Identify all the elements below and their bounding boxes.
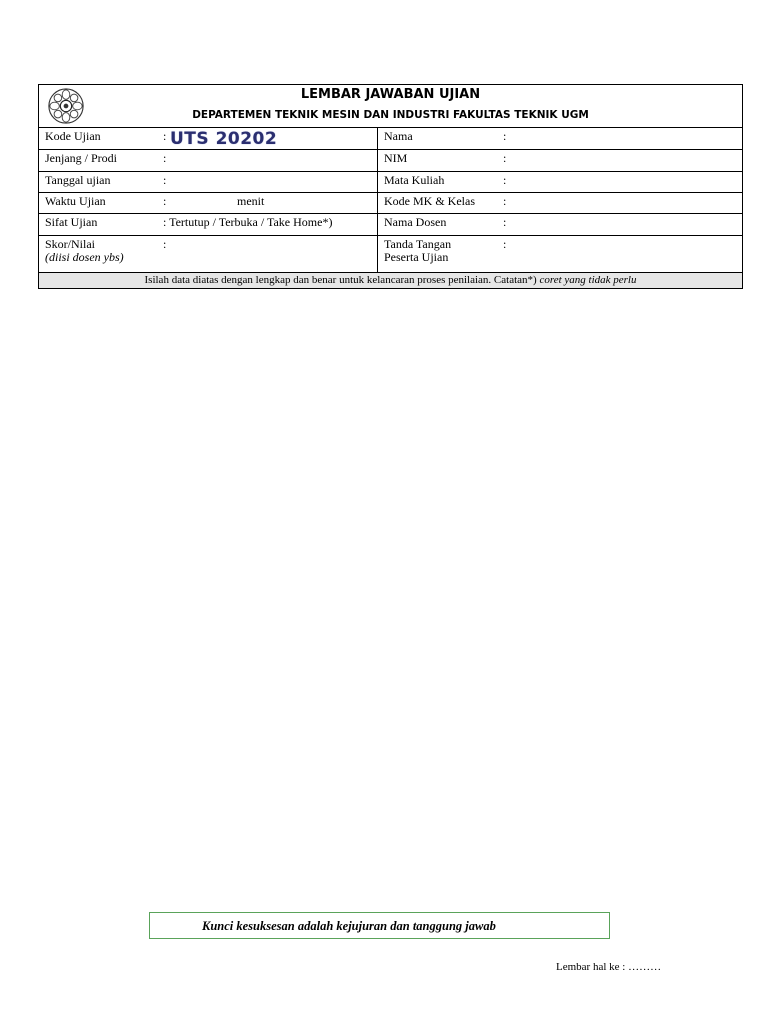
field-colon: : [163, 173, 167, 187]
field-label: Skor/Nilai [45, 237, 95, 251]
sifat-ujian-field[interactable] [39, 214, 378, 235]
page-number-label: Lembar hal ke : ……… [556, 961, 662, 973]
field-colon: : [503, 129, 507, 143]
kode-ujian-field[interactable] [39, 128, 378, 149]
form-row [39, 214, 742, 236]
field-colon: : [503, 194, 507, 208]
field-colon: : [503, 215, 507, 229]
field-label: Waktu Ujian [45, 194, 106, 208]
field-label-line2: Peserta Ujian [384, 250, 449, 264]
field-colon: : [163, 129, 167, 143]
nama-dosen-field[interactable] [378, 214, 742, 235]
field-label: Kode Ujian [45, 129, 101, 143]
mata-kuliah-field[interactable] [378, 172, 742, 192]
note-italic: coret yang tidak perlu [539, 274, 637, 286]
field-label: Tanggal ujian [45, 173, 111, 187]
form-row [39, 236, 742, 273]
note-text: Isilah data diatas dengan lengkap dan benar untuk kelancaran proses penilaian. Catatan*) [144, 274, 537, 286]
form-title: LEMBAR JAWABAN UJIAN [300, 87, 481, 102]
duration-unit: menit [237, 194, 265, 208]
instruction-note [39, 273, 742, 288]
form-row [39, 150, 742, 172]
nama-field[interactable] [378, 128, 742, 149]
answer-sheet-form [38, 84, 743, 289]
kode-mk-kelas-field[interactable] [378, 193, 742, 213]
field-colon: : [503, 151, 507, 165]
exam-code-value: UTS 20202 [170, 129, 278, 149]
field-colon: : [163, 151, 167, 165]
field-colon: : [163, 194, 167, 208]
skor-nilai-field[interactable] [39, 236, 378, 272]
waktu-ujian-field[interactable] [39, 193, 378, 213]
motto-text: Kunci kesuksesan adalah kejujuran dan tanggung jawab [202, 919, 496, 933]
form-row [39, 172, 742, 193]
motto-box [149, 912, 610, 939]
tanggal-ujian-field[interactable] [39, 172, 378, 192]
field-label: NIM [384, 151, 408, 165]
exam-type-options: : Tertutup / Terbuka / Take Home*) [163, 215, 333, 229]
jenjang-prodi-field[interactable] [39, 150, 378, 171]
field-label: Nama [384, 129, 413, 143]
field-note: (diisi dosen ybs) [45, 250, 124, 264]
field-label: Jenjang / Prodi [45, 151, 117, 165]
field-colon: : [503, 237, 507, 251]
field-label: Nama Dosen [384, 215, 447, 229]
department-name: DEPARTEMEN TEKNIK MESIN DAN INDUSTRI FAKULTAS TEKNIK UGM [192, 109, 589, 121]
field-label: Mata Kuliah [384, 173, 445, 187]
nim-field[interactable] [378, 150, 742, 171]
tanda-tangan-field[interactable] [378, 236, 742, 272]
form-row [39, 193, 742, 214]
field-label: Sifat Ujian [45, 215, 98, 229]
field-colon: : [503, 173, 507, 187]
form-row [39, 128, 742, 150]
field-colon: : [163, 237, 167, 251]
form-header [39, 85, 742, 128]
field-label: Tanda Tangan [384, 237, 452, 251]
field-label: Kode MK & Kelas [384, 194, 475, 208]
